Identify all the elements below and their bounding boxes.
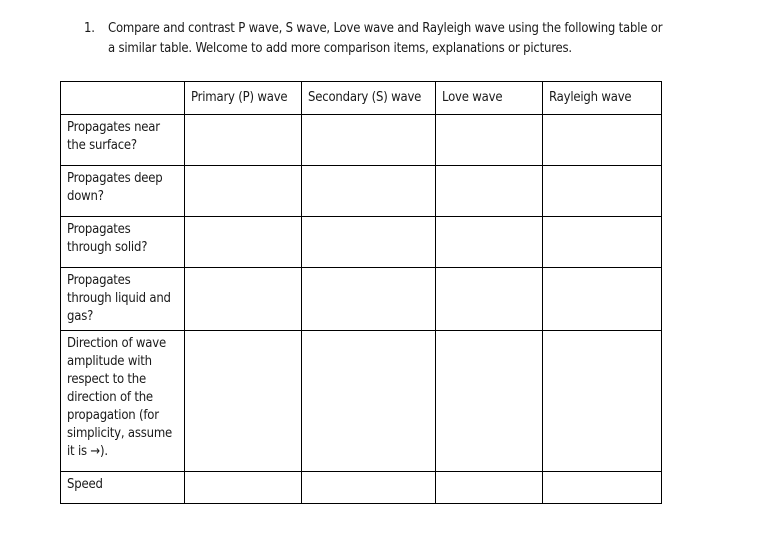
answer-cell-rayleigh[interactable] (543, 217, 662, 268)
answer-cell-p[interactable] (185, 472, 302, 504)
answer-cell-s[interactable] (302, 166, 436, 217)
answer-cell-p[interactable] (185, 331, 302, 472)
question-number: 1. (84, 21, 95, 36)
answer-cell-p[interactable] (185, 166, 302, 217)
answer-cell-rayleigh[interactable] (543, 166, 662, 217)
answer-cell-s[interactable] (302, 472, 436, 504)
answer-cell-love[interactable] (436, 217, 543, 268)
answer-cell-s[interactable] (302, 115, 436, 166)
row-label-liquid-gas: Propagates through liquid and gas? (61, 268, 185, 331)
header-love-wave: Love wave (436, 82, 543, 115)
header-s-wave: Secondary (S) wave (302, 82, 436, 115)
answer-cell-p[interactable] (185, 115, 302, 166)
header-p-wave: Primary (P) wave (185, 82, 302, 115)
answer-cell-love[interactable] (436, 472, 543, 504)
comparison-table (60, 81, 662, 504)
answer-cell-s[interactable] (302, 331, 436, 472)
answer-cell-rayleigh[interactable] (543, 331, 662, 472)
table-row (61, 331, 662, 472)
row-label-amplitude-direction: Direction of wave amplitude with respect to the direction of the propagation (for simplicity, assume it is →). (61, 331, 185, 472)
row-label-deep-down: Propagates deep down? (61, 166, 185, 217)
answer-cell-love[interactable] (436, 166, 543, 217)
answer-cell-rayleigh[interactable] (543, 472, 662, 504)
row-label-through-solid: Propagates through solid? (61, 217, 185, 268)
table-row (61, 115, 662, 166)
header-empty-cell (61, 82, 185, 115)
answer-cell-rayleigh[interactable] (543, 115, 662, 166)
table-row (61, 472, 662, 504)
answer-cell-p[interactable] (185, 268, 302, 331)
row-label-speed: Speed (61, 472, 185, 504)
answer-cell-love[interactable] (436, 115, 543, 166)
table-header-row (61, 82, 662, 115)
answer-cell-love[interactable] (436, 268, 543, 331)
table-row (61, 166, 662, 217)
answer-cell-rayleigh[interactable] (543, 268, 662, 331)
answer-cell-love[interactable] (436, 331, 543, 472)
answer-cell-s[interactable] (302, 217, 436, 268)
table-row (61, 217, 662, 268)
row-label-near-surface: Propagates near the surface? (61, 115, 185, 166)
answer-cell-p[interactable] (185, 217, 302, 268)
question-text: Compare and contrast P wave, S wave, Love wave and Rayleigh wave using the following table or a similar table. Welcome to add more comparison items, explanations or pictures. (108, 21, 663, 56)
question (84, 19, 664, 59)
table-row (61, 268, 662, 331)
header-rayleigh-wave: Rayleigh wave (543, 82, 662, 115)
answer-cell-s[interactable] (302, 268, 436, 331)
